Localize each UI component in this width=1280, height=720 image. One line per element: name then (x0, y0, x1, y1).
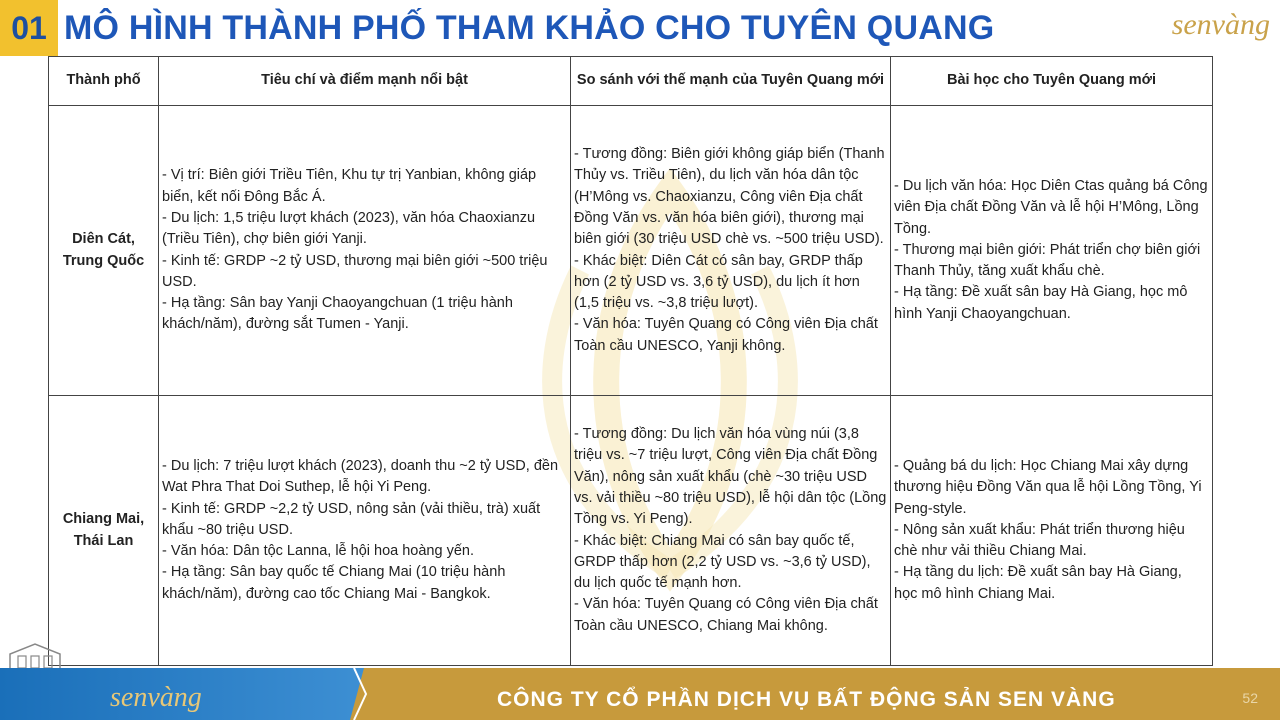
footer-company-name: CÔNG TY CỔ PHẦN DỊCH VỤ BẤT ĐỘNG SẢN SEN VÀNG (497, 688, 1116, 711)
comparison-cell (571, 396, 891, 666)
lessons-item: - Hạ tầng: Đề xuất sân bay Hà Giang, học mô hình Yanji Chaoyangchuan. (894, 284, 1188, 322)
table-header-row (49, 57, 1213, 106)
table-row (49, 396, 1213, 666)
page-title: MÔ HÌNH THÀNH PHỐ THAM KHẢO CHO TUYÊN QUANG (64, 9, 995, 47)
comparison-table (48, 56, 1213, 666)
lessons-item: - Hạ tầng du lịch: Đề xuất sân bay Hà Giang, học mô hình Chiang Mai. (894, 564, 1182, 602)
header-city: Thành phố (49, 57, 159, 106)
lessons-cell (891, 106, 1213, 396)
city-cell: Diên Cát, Trung Quốc (49, 106, 159, 396)
criteria-item: - Du lịch: 7 triệu lượt khách (2023), doanh thu ~2 tỷ USD, đền Wat Phra That Doi Suthep, lễ hội Yi Peng. (162, 457, 559, 496)
page-number: 52 (1242, 690, 1258, 706)
criteria-item: - Kinh tế: GRDP ~2 tỷ USD, thương mại biên giới ~500 triệu USD. (162, 252, 548, 290)
criteria-item: - Kinh tế: GRDP ~2,2 tỷ USD, nông sản (vải thiều, trà) xuất khẩu ~80 triệu USD. (162, 500, 541, 538)
brand-logo-top: senvàng (1171, 8, 1270, 41)
comparison-item: - Khác biệt: Diên Cát có sân bay, GRDP thấp hơn (2 tỷ USD vs. 3,6 tỷ USD), du lịch ít hơn (1,5 triệu vs. ~3,8 triệu lượt). (574, 252, 863, 312)
header-comparison: So sánh với thế mạnh của Tuyên Quang mới (571, 57, 891, 106)
comparison-cell (571, 106, 891, 396)
comparison-item: - Khác biệt: Chiang Mai có sân bay quốc tế, GRDP thấp hơn (2,2 tỷ USD vs. ~3,6 tỷ USD), du lịch quốc tế mạnh hơn. (574, 532, 871, 592)
header-lessons: Bài học cho Tuyên Quang mới (891, 57, 1213, 106)
comparison-item: - Văn hóa: Tuyên Quang có Công viên Địa chất Toàn cầu UNESCO, Yanji không. (574, 316, 878, 354)
building-logo-icon (4, 640, 66, 670)
city-cell: Chiang Mai, Thái Lan (49, 396, 159, 666)
criteria-item: - Vị trí: Biên giới Triều Tiên, Khu tự trị Yanbian, không giáp biển, kết nối Đông Bắc Á. (162, 167, 537, 205)
lessons-item: - Thương mại biên giới: Phát triển chợ biên giới Thanh Thủy, tăng xuất khẩu chè. (894, 241, 1201, 280)
footer-brand-logo: senvàng (110, 682, 202, 713)
criteria-item: - Hạ tầng: Sân bay Yanji Chaoyangchuan (1 triệu hành khách/năm), đường sắt Tumen - Yanji. (162, 295, 513, 333)
table-row (49, 106, 1213, 396)
criteria-cell (159, 396, 571, 666)
section-number: 01 (0, 0, 58, 56)
comparison-item: - Văn hóa: Tuyên Quang có Công viên Địa chất Toàn cầu UNESCO, Chiang Mai không. (574, 596, 878, 634)
criteria-cell (159, 106, 571, 396)
criteria-item: - Văn hóa: Dân tộc Lanna, lễ hội hoa hoàng yến. (162, 543, 474, 560)
footer-divider-icon (352, 668, 368, 720)
lessons-item: - Nông sản xuất khẩu: Phát triển thương hiệu chè như vải thiều Chiang Mai. (894, 521, 1185, 560)
header-criteria: Tiêu chí và điểm mạnh nổi bật (159, 57, 571, 106)
lessons-cell (891, 396, 1213, 666)
lessons-item: - Du lịch văn hóa: Học Diên Ctas quảng bá Công viên Địa chất Đồng Văn và lễ hội H’Mông, Lồng Tồng. (894, 177, 1208, 237)
criteria-item: - Hạ tầng: Sân bay quốc tế Chiang Mai (10 triệu hành khách/năm), đường cao tốc Chiang Mai - Bangkok. (162, 564, 506, 602)
comparison-item: - Tương đồng: Du lịch văn hóa vùng núi (3,8 triệu vs. ~7 triệu lượt, Công viên Địa chất Đồng Văn), nông sản xuất khẩu (chè ~30 triệu USD vs. vải thiều ~80 triệu USD), lễ hội dân tộc (Lồng Tồng vs. Yi Peng). (574, 426, 887, 528)
criteria-item: - Du lịch: 1,5 triệu lượt khách (2023), văn hóa Chaoxianzu (Triều Tiên), chợ biên giới Yanji. (162, 209, 536, 248)
comparison-item: - Tương đồng: Biên giới không giáp biển (Thanh Thủy vs. Triều Tiên), du lịch văn hóa dân tộc (H’Mông vs. Chaoxianzu, Công viên Địa chất Đồng Văn vs. văn hóa biên giới), thương mại biên giới (30 triệu USD chè vs. ~500 triệu USD). (574, 146, 885, 248)
lessons-item: - Quảng bá du lịch: Học Chiang Mai xây dựng thương hiệu Đồng Văn qua lễ hội Lồng Tồng, Yi Peng-style. (894, 457, 1202, 517)
